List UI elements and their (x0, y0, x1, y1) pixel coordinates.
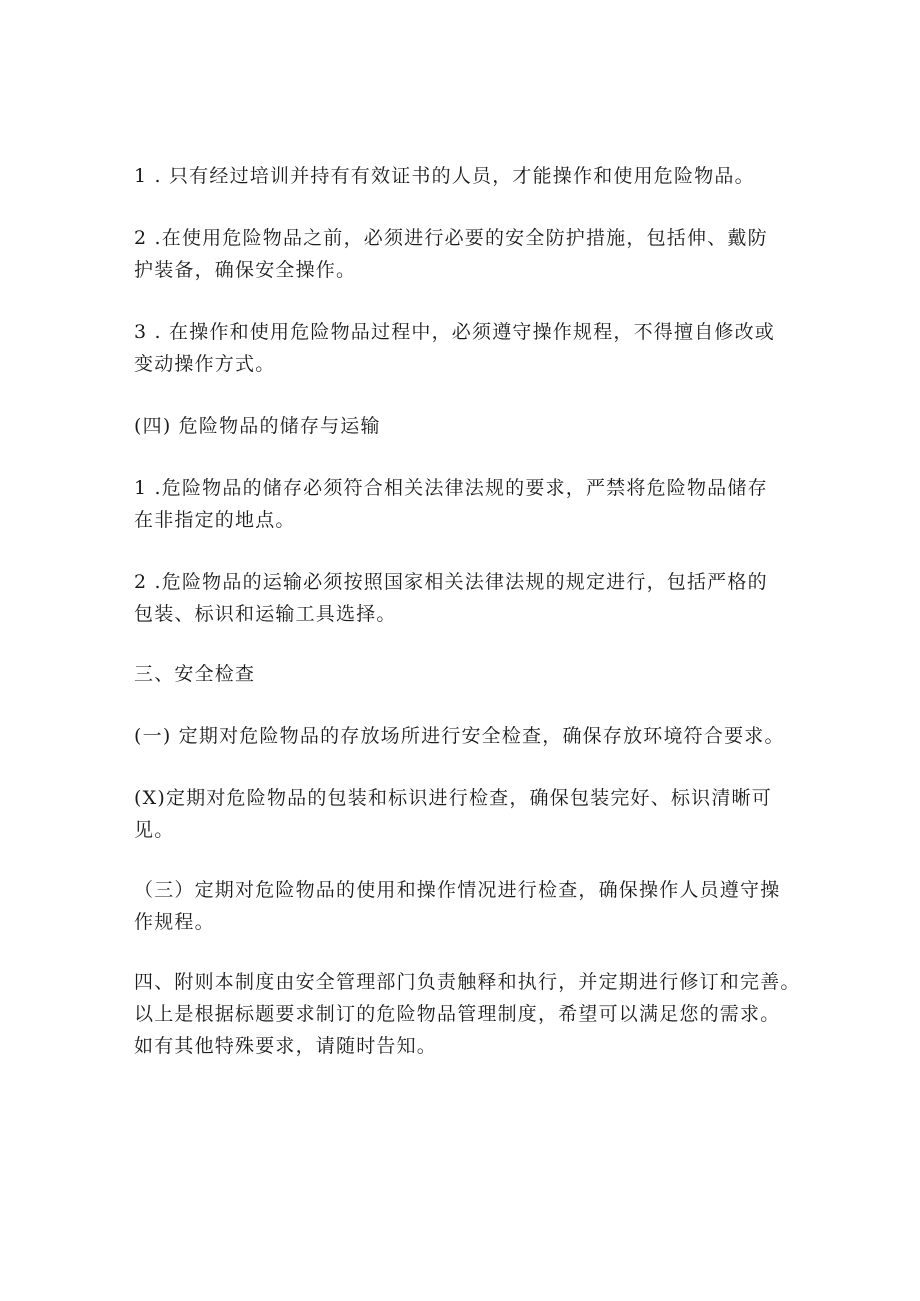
paragraph-operating-rules (134, 316, 774, 380)
paragraph-storage-requirements (134, 472, 774, 536)
paragraph-transport-requirements (134, 566, 774, 630)
paragraph-inspection-storage-site (134, 720, 785, 752)
paragraph-line: 变动操作方式。 (134, 353, 276, 375)
paragraph-protective-measures (134, 222, 774, 286)
paragraph-line: 1 . 只有经过培训并持有有效证书的人员，才能操作和使用危险物品。 (134, 165, 755, 187)
paragraph-line: 四、附则本制度由安全管理部门负责触释和执行，并定期进行修订和完善。 (134, 971, 801, 993)
paragraph-line: 以上是根据标题要求制订的危险物品管理制度，希望可以满足您的需求。 (134, 1003, 781, 1025)
paragraph-line: (一) 定期对危险物品的存放场所进行安全检查，确保存放环境符合要求。 (134, 725, 785, 747)
section-heading-safety-inspection (134, 658, 774, 690)
paragraph-line: 作规程。 (134, 911, 215, 933)
paragraph-line: 护装备，确保安全操作。 (134, 259, 357, 281)
paragraph-line: (X)定期对危险物品的包装和标识进行检查，确保包装完好、标识清晰可 (134, 787, 772, 809)
paragraph-line: 3 . 在操作和使用危险物品过程中，必须遵守操作规程，不得擅自修改或 (134, 321, 776, 343)
section-heading-storage-transport (134, 410, 774, 442)
paragraph-supplementary-provisions (134, 966, 801, 1062)
paragraph-line: 2 .危险物品的运输必须按照国家相关法律法规的规定进行，包括严格的 (134, 571, 768, 593)
paragraph-inspection-usage (134, 874, 781, 938)
paragraph-line: （三）定期对危险物品的使用和操作情况进行检查，确保操作人员遵守操 (134, 879, 781, 901)
paragraph-line: 如有其他特殊要求，请随时告知。 (134, 1035, 438, 1057)
paragraph-line: (四) 危险物品的储存与运输 (134, 415, 381, 437)
paragraph-line: 2 .在使用危险物品之前，必须进行必要的安全防护措施，包括伸、戴防 (134, 227, 768, 249)
paragraph-line: 包装、标识和运输工具选择。 (134, 603, 397, 625)
paragraph-line: 在非指定的地点。 (134, 509, 296, 531)
paragraph-inspection-packaging (134, 782, 774, 846)
paragraph-line: 三、安全检查 (134, 663, 256, 685)
paragraph-line: 1 .危险物品的储存必须符合相关法律法规的要求，严禁将危险物品储存 (134, 477, 768, 499)
paragraph-line: 见。 (134, 819, 175, 841)
paragraph-operator-certification (134, 160, 774, 192)
